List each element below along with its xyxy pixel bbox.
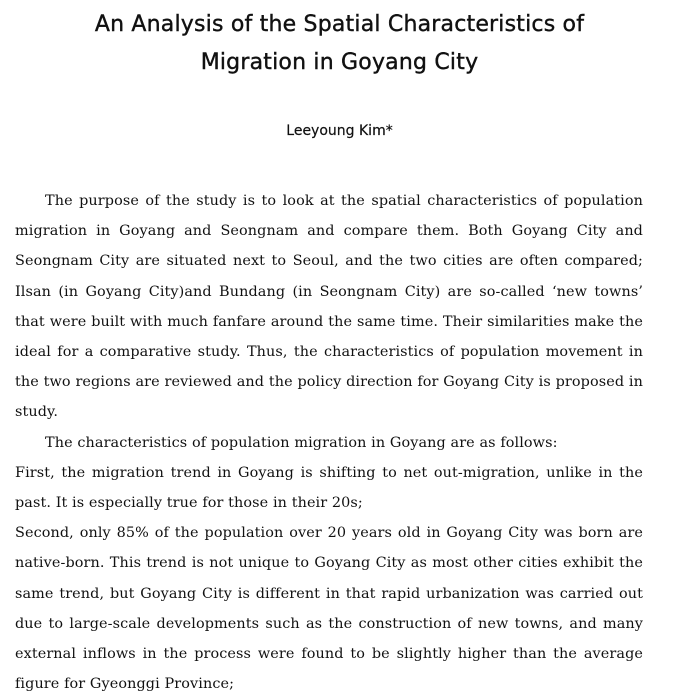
paper-title-line-2: Migration in Goyang City — [200, 50, 479, 75]
abstract-paragraph-2: The characteristics of population migration in Goyang are as follows: — [45, 434, 558, 451]
finding-second: Second, only 85% of the population over 20 years old in Goyang City was born are native-born. This trend is not unique to Goyang City as most other cities exhibit the same trend, but Goyang City is different in that rapid urbanization was carried out due to large-scale developments such as the construction of new towns, and many external inflows in the process were found to be slightly higher than the average figure for Gyeonggi Province; — [15, 525, 643, 693]
abstract-paragraph-1: The purpose of the study is to look at the spatial characteristics of population migration in Goyang and Seongnam and compare them. Both Goyang City and Seongnam City are situated next to Seoul, and the two cities are often compared; Ilsan (in Goyang City)and Bundang (in Seongnam City) are so-called ‘new towns’ that were built with much fanfare around the same time. Their similarities make the ideal for a comparative study. Thus, the characteristics of population movement in the two regions are reviewed and the policy direction for Goyang City is proposed in study. — [15, 193, 643, 421]
abstract-body — [15, 186, 643, 699]
finding-first: First, the migration trend in Goyang is shifting to net out-migration, unlike in the past. It is especially true for those in their 20s; — [15, 464, 643, 512]
paper-title-line-1: An Analysis of the Spatial Characteristics of — [94, 12, 585, 37]
author-name: Leeyoung Kim* — [286, 123, 393, 139]
paper-title — [0, 6, 679, 82]
